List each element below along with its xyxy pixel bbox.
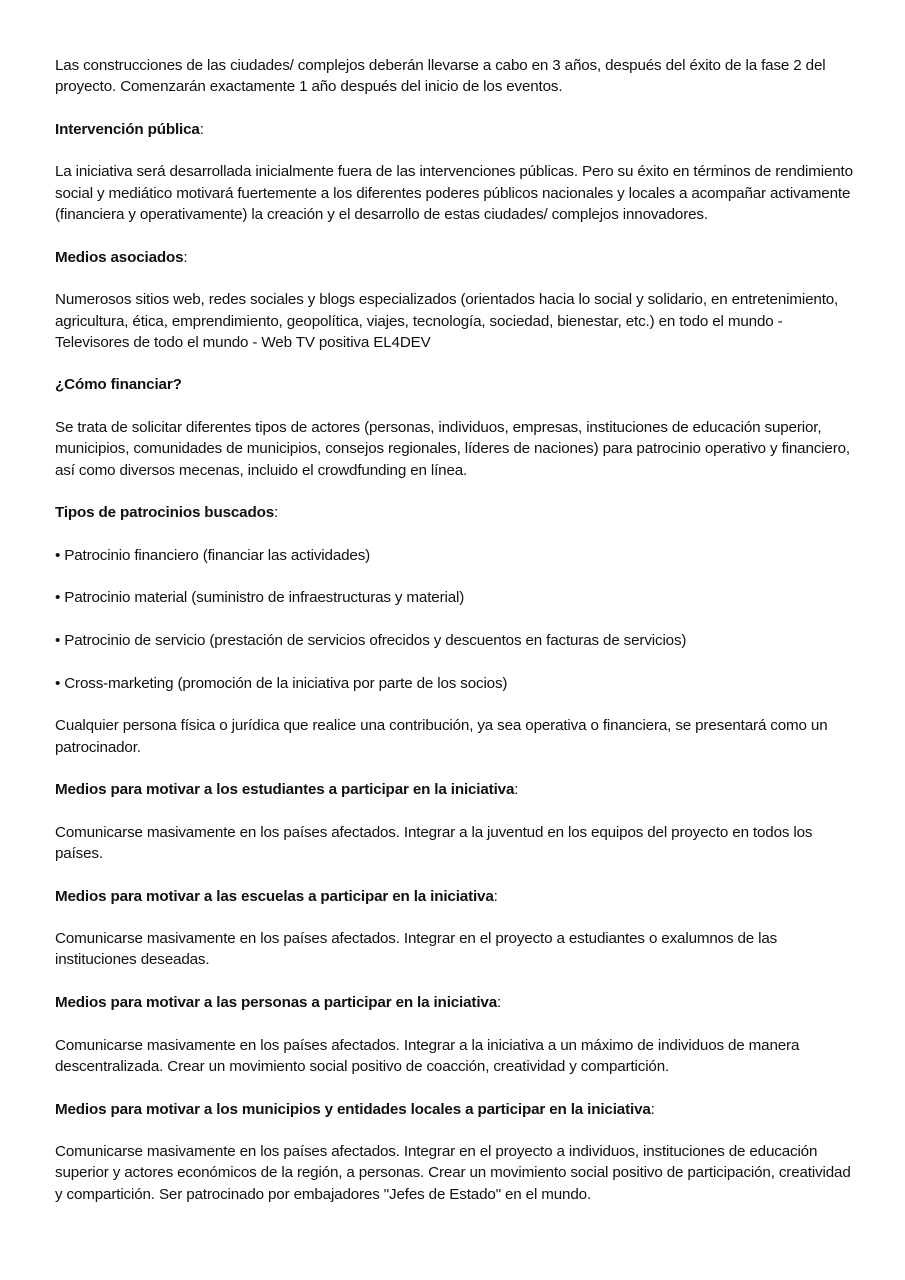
heading-text: ¿Cómo financiar? <box>55 376 182 394</box>
list-item: • Patrocinio de servicio (prestación de servicios ofrecidos y descuentos en facturas de servicios) <box>55 632 687 650</box>
escuelas-paragraph: Comunicarse masivamente en los países afectados. Integrar en el proyecto a estudiantes o exalumnos de las instituciones deseadas. <box>55 930 778 969</box>
intervencion-paragraph: La iniciativa será desarrollada inicialmente fuera de las intervenciones públicas. Pero su éxito en términos de rendimiento social y mediático motivará fuertemente a los diferentes poderes públicos nacionales y locales a acompañar activamente (financiera y operativamente) la creación y el desarrollo de estas ciudades/ complejos innovadores. <box>55 163 853 224</box>
heading-colon: : <box>183 248 188 266</box>
section-heading-municipios <box>55 1099 855 1120</box>
estudiantes-paragraph: Comunicarse masivamente en los países afectados. Integrar a la juventud en los equipos del proyecto en todos los países. <box>55 823 813 862</box>
list-item: • Patrocinio financiero (financiar las actividades) <box>55 546 371 564</box>
heading-colon: : <box>497 994 502 1012</box>
heading-colon: : <box>274 504 279 522</box>
municipios-paragraph: Comunicarse masivamente en los países afectados. Integrar en el proyecto a individuos, instituciones de educación superior y actores económicos de la región, a personas. Crear un movimiento social positivo de participación, creatividad y compartición. Ser patrocinado por embajadores "Jefes de Estado" en el mundo. <box>55 1143 851 1203</box>
heading-text: Medios para motivar a las personas a participar en la iniciativa <box>55 994 497 1012</box>
heading-colon: : <box>514 781 519 799</box>
section-heading-medios <box>55 247 855 268</box>
heading-text: Tipos de patrocinios buscados <box>55 504 275 522</box>
personas-paragraph: Comunicarse masivamente en los países afectados. Integrar a la iniciativa a un máximo de individuos de manera descentralizada. Crear un movimiento social positivo de coacción, creatividad y compartición. <box>55 1036 800 1075</box>
heading-colon: : <box>199 120 204 138</box>
intro-paragraph: Las construcciones de las ciudades/ complejos deberán llevarse a cabo en 3 años, después del éxito de la fase 2 del proyecto. Comenzarán exactamente 1 año después del inicio de los eventos. <box>55 57 826 96</box>
section-heading-financiar <box>55 374 855 395</box>
medios-paragraph: Numerosos sitios web, redes sociales y blogs especializados (orientados hacia lo social y solidario, en entretenimiento, agricultura, ética, emprendimiento, geopolítica, viajes, tecnología, sociedad, bienestar, etc.) en todo el mundo - Televisores de todo el mundo - Web TV positiva EL4DEV <box>55 291 839 351</box>
heading-colon: : <box>650 1100 655 1118</box>
heading-text: Medios para motivar a las escuelas a participar en la iniciativa <box>55 887 494 905</box>
document-page <box>55 55 855 1226</box>
section-heading-escuelas <box>55 886 855 907</box>
section-heading-personas <box>55 992 855 1013</box>
financiar-paragraph: Se trata de solicitar diferentes tipos de actores (personas, individuos, empresas, instituciones de educación superior, municipios, comunidades de municipios, consejos regionales, líderes de naciones) para patrocinio operativo y financiero, así como diversos mecenas, incluido el crowdfunding en línea. <box>55 419 850 479</box>
section-heading-estudiantes <box>55 779 855 800</box>
patrocinios-note: Cualquier persona física o jurídica que realice una contribución, ya sea operativa o financiera, se presentará como un patrocinador. <box>55 717 828 756</box>
heading-text: Medios asociados <box>55 248 184 266</box>
list-item: • Patrocinio material (suministro de infraestructuras y material) <box>55 589 465 607</box>
heading-text: Intervención pública <box>55 120 200 138</box>
section-heading-patrocinios <box>55 502 855 523</box>
list-item: • Cross-marketing (promoción de la iniciativa por parte de los socios) <box>55 674 508 692</box>
section-heading-intervencion <box>55 119 855 140</box>
heading-colon: : <box>493 887 498 905</box>
heading-text: Medios para motivar a los municipios y entidades locales a participar en la iniciativa <box>55 1100 651 1118</box>
heading-text: Medios para motivar a los estudiantes a participar en la iniciativa <box>55 781 515 799</box>
